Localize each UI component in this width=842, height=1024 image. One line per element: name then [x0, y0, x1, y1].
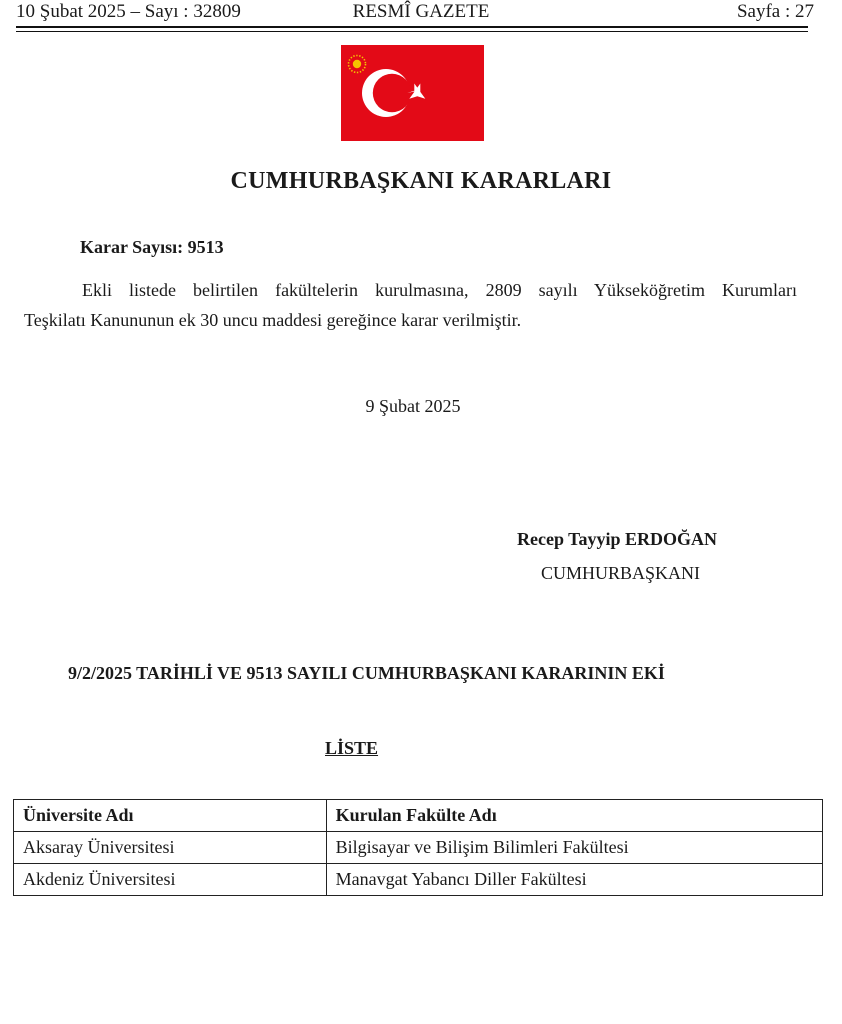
header-gazette-name: RESMÎ GAZETE [352, 1, 490, 22]
decision-paragraph-line-1: Ekli listede belirtilen fakültelerin kurulmasına, 2809 sayılı Yükseköğretim Kurumları [82, 280, 797, 300]
header-issue-info: 10 Şubat 2025 – Sayı : 32809 [16, 1, 241, 22]
cell-university: Akdeniz Üniversitesi [14, 864, 327, 896]
cell-faculty: Manavgat Yabancı Diller Fakültesi [326, 864, 822, 896]
page-title: CUMHURBAŞKANI KARARLARI [230, 168, 612, 194]
decision-paragraph-line-2: Teşkilatı Kanununun ek 30 uncu maddesi gereğince karar verilmiştir. [24, 310, 522, 330]
table-header-row [14, 800, 823, 832]
header-page-number: Sayfa : 27 [736, 1, 814, 22]
turkish-flag-icon [341, 45, 484, 141]
signatory-title: CUMHURBAŞKANI [541, 563, 701, 583]
cell-university: Aksaray Üniversitesi [14, 832, 327, 864]
column-header-faculty: Kurulan Fakülte Adı [326, 800, 822, 832]
table-row [14, 832, 823, 864]
cell-faculty: Bilgisayar ve Bilişim Bilimleri Fakültesi [326, 832, 822, 864]
table-row [14, 864, 823, 896]
flag-crescent-inner [373, 74, 411, 112]
decision-date: 9 Şubat 2025 [365, 396, 461, 416]
signatory-name: Recep Tayyip ERDOĞAN [517, 529, 718, 549]
faculty-table [13, 799, 823, 896]
column-header-university: Üniversite Adı [14, 800, 327, 832]
header-rule-thin [16, 31, 808, 32]
annex-title: 9/2/2025 TARİHLİ VE 9513 SAYILI CUMHURBAŞKANI KARARININ EKİ [68, 663, 665, 683]
list-title: LİSTE [325, 738, 379, 758]
decision-number: Karar Sayısı: 9513 [80, 237, 224, 257]
header-rule-thick [16, 26, 808, 28]
